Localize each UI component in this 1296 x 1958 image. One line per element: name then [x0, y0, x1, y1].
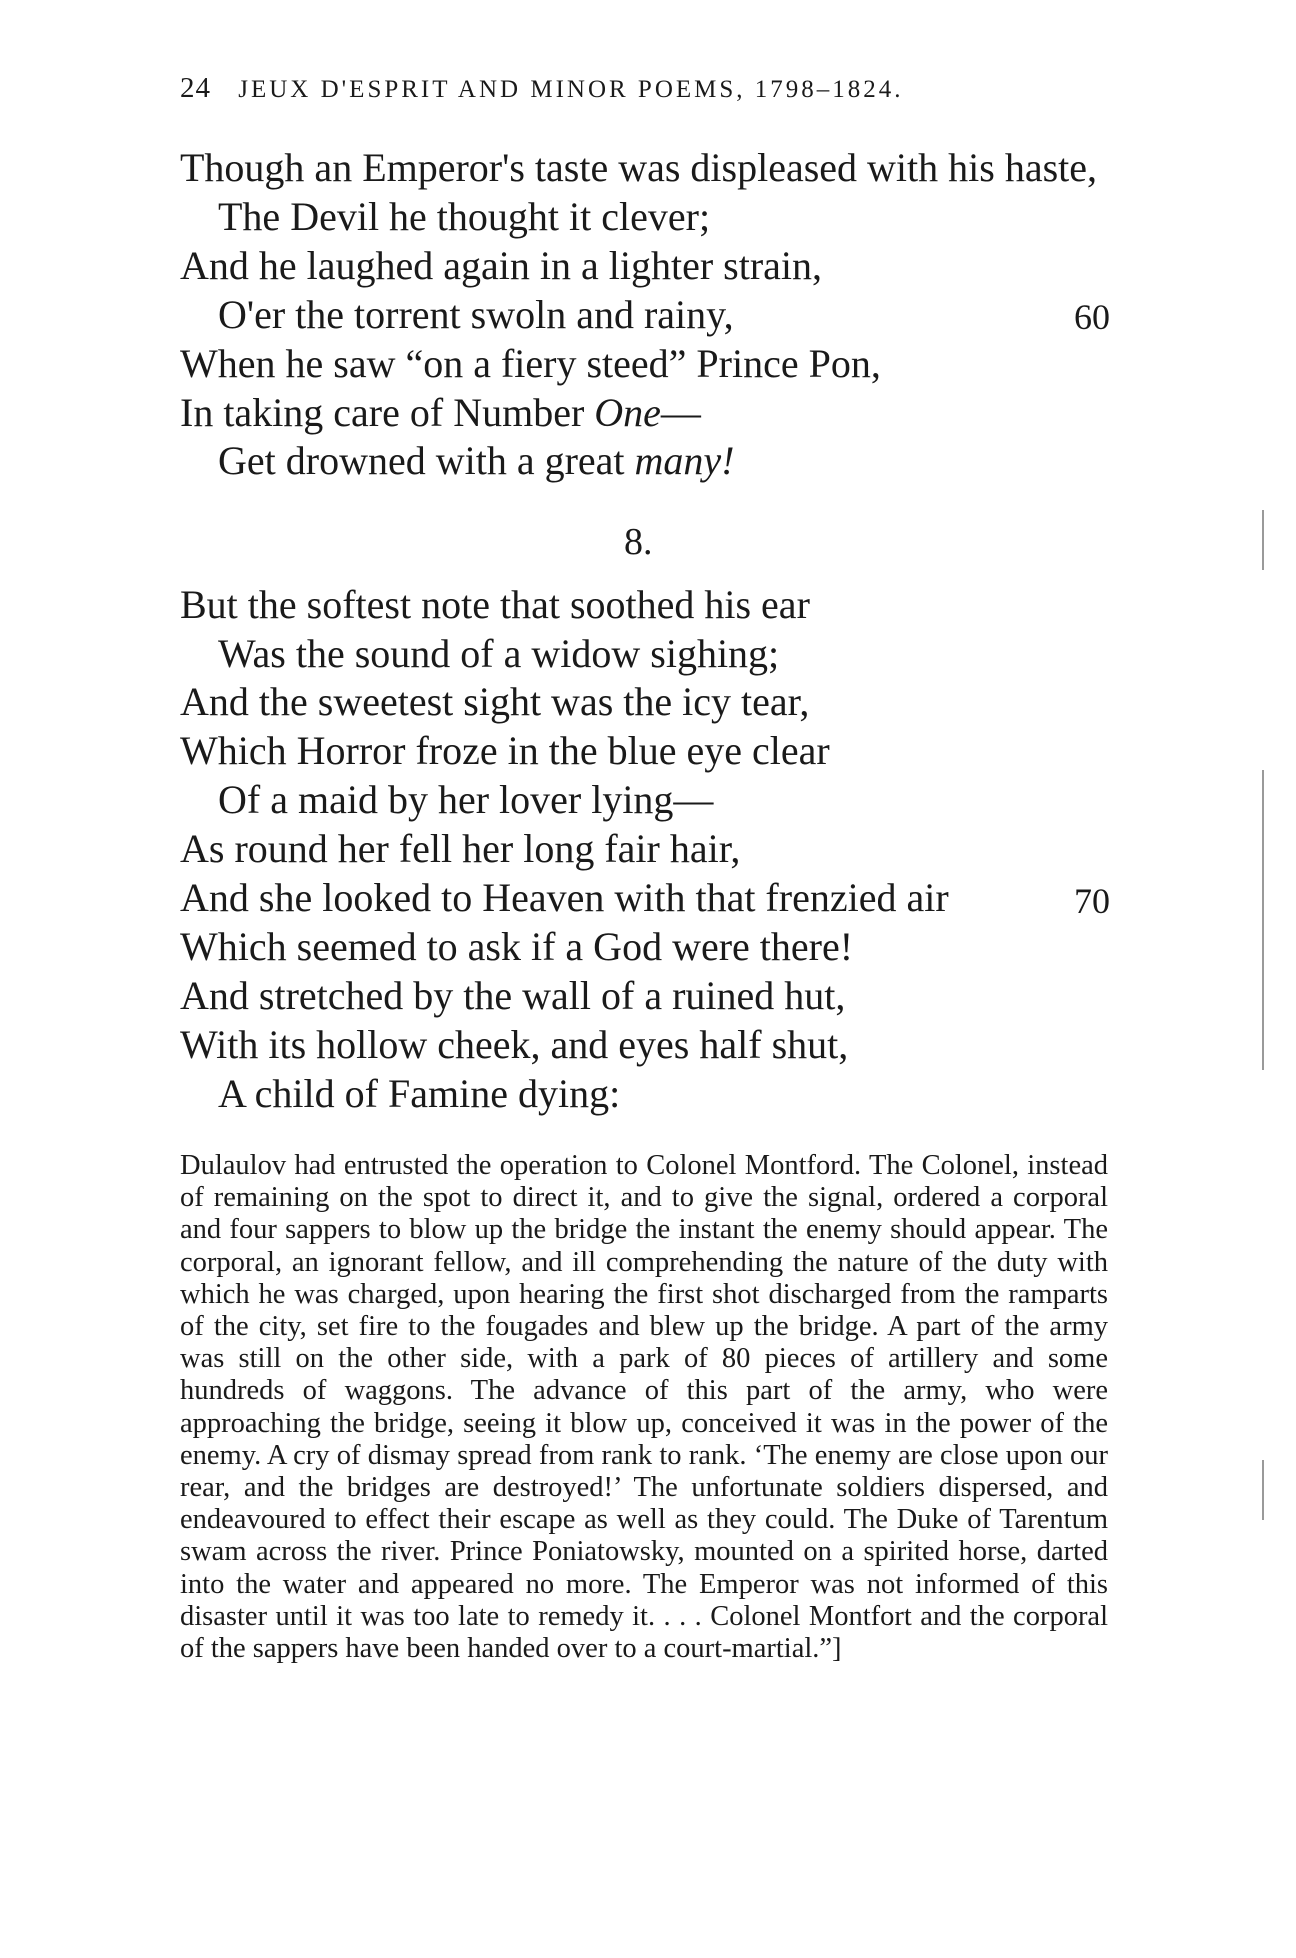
verse-line: Though an Emperor's taste was displeased with his haste,: [180, 145, 1098, 190]
verse-line: Which seemed to ask if a God were there!: [180, 924, 854, 969]
verse-line: With its hollow cheek, and eyes half shut,: [180, 1022, 849, 1067]
verse-line: Get drowned with a great many!: [218, 438, 735, 483]
stanza-number: 8.: [624, 521, 653, 563]
verse-line: Was the sound of a widow sighing;: [218, 631, 780, 676]
verse-line: And she looked to Heaven with that frenzied air: [180, 875, 949, 920]
running-title: JEUX D'ESPRIT AND MINOR POEMS, 1798–1824.: [238, 76, 904, 103]
page-number: 24: [180, 72, 211, 104]
verse-line: And the sweetest sight was the icy tear,: [180, 679, 810, 724]
verse-line: As round her fell her long fair hair,: [180, 826, 741, 871]
verse-line: But the softest note that soothed his ear: [180, 582, 810, 627]
scan-mark: [1262, 770, 1264, 1070]
scan-mark: [1262, 510, 1264, 570]
footnote: Dulaulov had entrusted the operation to Colonel Montford. The Colonel, instead of remaining on the spot to direct it, and to give the signal, ordered a corporal and four sappers to blow up the bridge the instant the enemy should appear. The corporal, an ignorant fellow, and ill comprehending the nature of the duty with which he was charged, upon hearing the first shot discharged from the ramparts of the city, set fire to the fougades and blew up the bridge. A part of the army was still on the other side, with a park of 80 pieces of artillery and some hundreds of waggons. The advance of this part of the army, who were approaching the bridge, seeing it blow up, conceived it was in the power of the enemy. A cry of dismay spread from rank to rank. ‘The enemy are close upon our rear, and the bridges are destroyed!’ The unfortunate soldiers dispersed, and endeavoured to effect their escape as well as they could. The Duke of Tarentum swam across the river. Prince Poniatowsky, mounted on a spirited horse, darted into the water and appeared no more. The Emperor was not informed of this disaster until it was too late to remedy it. . . . Colonel Montfort and the corporal of the sappers have been handed over to a court-martial.”]: [180, 1150, 1108, 1665]
verse-line: When he saw “on a fiery steed” Prince Pon,: [180, 341, 881, 386]
verse-line: And he laughed again in a lighter strain,: [180, 243, 823, 288]
scan-mark: [1262, 1460, 1264, 1520]
verse-line: In taking care of Number One—: [180, 390, 701, 435]
verse-line: The Devil he thought it clever;: [218, 194, 711, 239]
verse-line: Which Horror froze in the blue eye clear: [180, 728, 830, 773]
verse-line: A child of Famine dying:: [218, 1071, 621, 1116]
line-number: 70: [1074, 881, 1110, 921]
running-head: [180, 72, 1080, 105]
verse-line: Of a maid by her lover lying—: [218, 777, 714, 822]
verse-line: And stretched by the wall of a ruined hut,: [180, 973, 846, 1018]
line-number: 60: [1074, 297, 1110, 337]
verse-line: O'er the torrent swoln and rainy,: [218, 292, 734, 337]
